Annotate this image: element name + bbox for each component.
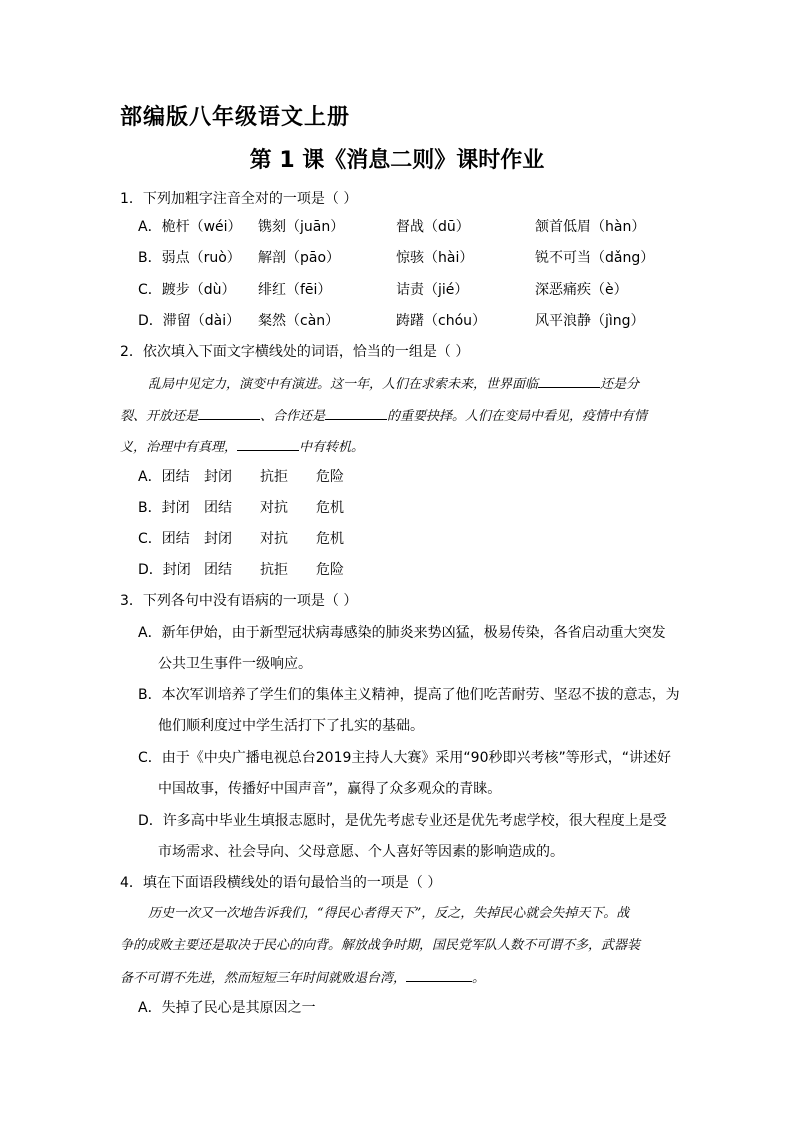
question-4-option-a: A．失掉了民心是其原因之一 <box>138 1000 316 1016</box>
question-3-stem: 3．下列各句中没有语病的一项是（ ） <box>120 593 358 609</box>
option-word: 对抗 <box>260 500 288 516</box>
option-word: 封闭 <box>204 469 232 485</box>
answer-blank[interactable] <box>237 436 299 451</box>
question-1-stem: 1．下列加粗字注音全对的一项是（ ） <box>120 191 358 207</box>
option-cell: 镌刻（juān） <box>258 219 345 235</box>
passage-text: 备不可谓不先进，然而短短三年时间就败退台湾， <box>120 971 407 986</box>
option-word: 对抗 <box>260 531 288 547</box>
passage-text: 还是分 <box>600 377 640 392</box>
option-word: 抗拒 <box>260 469 288 485</box>
question-4-stem: 4．填在下面语段横线处的语句最恰当的一项是（ ） <box>120 875 442 891</box>
option-cell: C．踱步（dù） <box>138 282 236 298</box>
question-3-option-c: C．由于《中央广播电视总台2019主持人大赛》采用“90秒即兴考核”等形式，“讲述好 <box>138 750 671 766</box>
question-3-option-b: B．本次军训培养了学生们的集体主义精神，提高了他们吃苦耐劳、坚忍不拔的意志，为 <box>138 687 680 703</box>
passage-text: 、合作还是 <box>260 409 326 424</box>
question-2-option-d <box>138 560 438 580</box>
document-series-title: 部编版八年级语文上册 <box>120 105 351 130</box>
passage-text: 中有转机。 <box>299 440 365 455</box>
option-cell: 踌躇（chóu） <box>396 313 487 329</box>
option-cell: 锐不可当（dǎng） <box>535 250 655 266</box>
option-word: 团结 <box>204 562 232 578</box>
passage-text: 义，治理中有真理， <box>120 440 238 455</box>
lesson-title: 第 1 课《消息二则》课时作业 <box>249 148 545 173</box>
question-3-option-a: A．新年伊始，由于新型冠状病毒感染的肺炎来势凶猛，极易传染，各省启动重大突发 <box>138 625 666 641</box>
answer-blank[interactable] <box>198 405 260 420</box>
option-cell: 颔首低眉（hàn） <box>535 219 646 235</box>
option-cell: 深恶痛疾（è） <box>535 282 628 298</box>
option-word: 团结 <box>204 500 232 516</box>
option-word: 危险 <box>316 469 344 485</box>
question-3-option-d: D．许多高中毕业生填报志愿时，是优先考虑专业还是优先考虑学校，很大程度上是受 <box>138 813 667 829</box>
option-cell: B．弱点（ruò） <box>138 250 241 266</box>
option-cell: D．滞留（dài） <box>138 313 241 329</box>
question-3-option-a-continued: 公共卫生事件一级响应。 <box>158 656 312 672</box>
option-word: 危险 <box>316 562 344 578</box>
question-2-passage-line-2 <box>120 405 647 427</box>
question-2-stem: 2．依次填入下面文字横线处的词语，恰当的一组是（ ） <box>120 344 470 360</box>
question-4-passage-line-1: 历史一次又一次地告诉我们，“得民心者得天下”，反之，失掉民心就会失掉天下。战 <box>148 906 630 921</box>
question-3-option-c-continued: 中国故事，传播好中国声音”，赢得了众多观众的青睐。 <box>158 781 502 797</box>
answer-blank[interactable] <box>325 405 387 420</box>
option-cell: 绯红（fēi） <box>258 282 332 298</box>
question-3-option-d-continued: 市场需求、社会导向、父母意愿、个人喜好等因素的影响造成的。 <box>158 844 564 860</box>
option-word: 危机 <box>316 500 344 516</box>
question-2-passage-line-3 <box>120 436 364 458</box>
question-1-option-b <box>138 248 658 268</box>
option-cell: 粲然（càn） <box>258 313 340 329</box>
passage-text: 乱局中见定力，演变中有演进。这一年，人们在求索未来，世界面临 <box>148 377 539 392</box>
question-1-option-c <box>138 280 658 300</box>
answer-blank[interactable] <box>406 967 472 982</box>
passage-text: 裂、开放还是 <box>120 409 199 424</box>
answer-blank[interactable] <box>538 373 600 388</box>
question-4-passage-line-3 <box>120 967 485 989</box>
option-cell: 诘责（jié） <box>396 282 469 298</box>
question-2-passage-line-1 <box>148 373 639 395</box>
option-cell: A．桅杆（wéi） <box>138 219 242 235</box>
option-word: A．团结 <box>138 469 190 485</box>
option-cell: 解剖（pāo） <box>258 250 341 266</box>
question-4-passage-line-2: 争的成败主要还是取决于民心的向背。解放战争时期，国民党军队人数不可谓不多，武器装 <box>120 938 641 953</box>
passage-text: 。 <box>472 971 486 986</box>
question-1-option-a <box>138 217 658 237</box>
question-3-option-b-continued: 他们顺利度过中学生活打下了扎实的基础。 <box>158 718 424 734</box>
option-word: D．封闭 <box>138 562 191 578</box>
option-word: B．封闭 <box>138 500 190 516</box>
question-2-option-a <box>138 467 438 487</box>
question-1-option-d <box>138 311 658 331</box>
option-cell: 督战（dū） <box>396 219 470 235</box>
option-word: C．团结 <box>138 531 190 547</box>
option-word: 危机 <box>316 531 344 547</box>
option-cell: 风平浪静（jìng） <box>535 313 645 329</box>
question-2-option-b <box>138 498 438 518</box>
option-word: 抗拒 <box>260 562 288 578</box>
question-2-option-c <box>138 529 438 549</box>
option-cell: 惊骇（hài） <box>396 250 474 266</box>
option-word: 封闭 <box>204 531 232 547</box>
passage-text: 的重要抉择。人们在变局中看见，疫情中有情 <box>387 409 648 424</box>
